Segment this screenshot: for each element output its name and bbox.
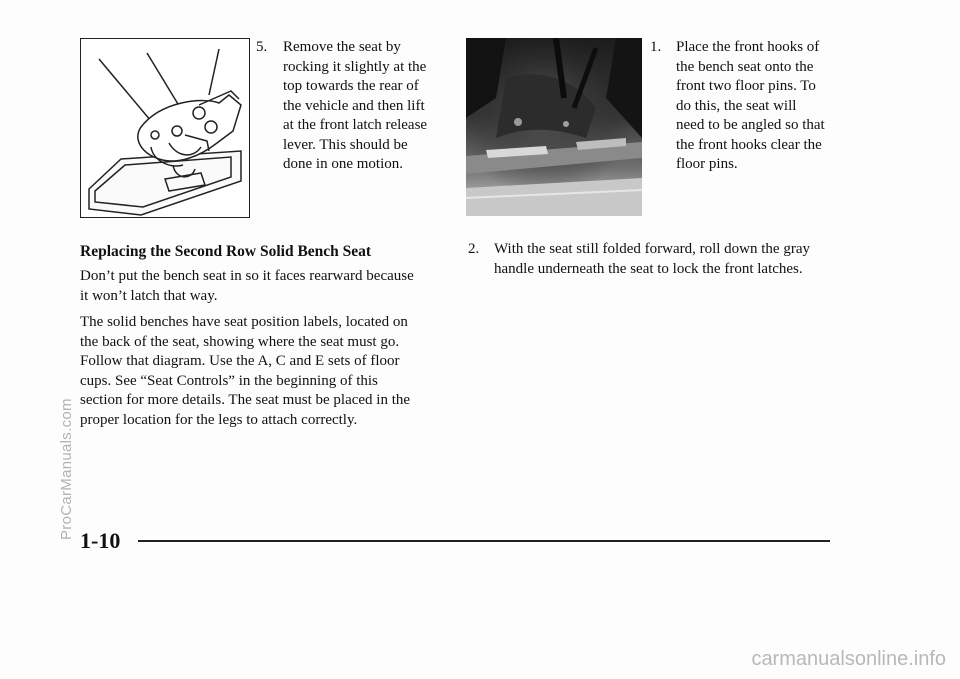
step-1-number: 1. — [650, 39, 662, 55]
page-number: 1-10 — [80, 528, 121, 553]
step-5-line: rocking it slightly at the — [283, 58, 427, 75]
step-1-line: the bench seat onto the — [676, 58, 814, 75]
paragraph-line: Follow that diagram. Use the A, C and E sets of floor — [80, 353, 400, 369]
latch-drawing — [81, 39, 249, 217]
paragraph-line: The solid benches have seat position labels, located on — [80, 314, 408, 330]
step-5-line: the vehicle and then lift — [283, 97, 425, 114]
section-heading: Replacing the Second Row Solid Bench Seat — [80, 243, 372, 260]
latch-release-illustration — [80, 38, 250, 218]
side-watermark: ProCarManuals.com — [58, 398, 75, 540]
step-5-line: at the front latch release — [283, 117, 428, 133]
step-5-line: top towards the rear of — [283, 78, 419, 94]
paragraph-line: proper location for the legs to attach correctly. — [80, 411, 358, 428]
step-1-line: Place the front hooks of — [676, 39, 820, 55]
step-1-line: front two floor pins. To — [676, 78, 816, 94]
floor-pins-photo — [466, 38, 642, 216]
step-5-line: done in one motion. — [283, 156, 403, 172]
paragraph-line: section for more details. The seat must be placed in the — [80, 392, 411, 408]
step-5-line: Remove the seat by — [283, 39, 401, 55]
paragraph-line: it won’t latch that way. — [80, 287, 218, 304]
photo-drawing — [466, 38, 642, 216]
step-1-line: need to be angled so that — [676, 117, 825, 133]
step-2-line: With the seat still folded forward, roll down the gray — [494, 241, 810, 257]
step-1-line: the front hooks clear the — [676, 136, 822, 153]
paragraph-line: cups. See “Seat Controls” in the beginning of this — [80, 372, 378, 389]
step-5-number: 5. — [256, 39, 268, 55]
step-1-line: do this, the seat will — [676, 97, 797, 114]
step-2-line: handle underneath the seat to lock the front latches. — [494, 260, 803, 277]
paragraph-line: the back of the seat, showing where the seat must go. — [80, 333, 400, 350]
step-5-line: lever. This should be — [283, 136, 408, 153]
step-1-line: floor pins. — [676, 156, 738, 172]
bottom-watermark: carmanualsonline.info — [751, 648, 946, 670]
step-2-number: 2. — [468, 241, 480, 257]
paragraph-line: Don’t put the bench seat in so it faces rearward because — [80, 268, 414, 284]
footer-rule — [138, 540, 830, 542]
